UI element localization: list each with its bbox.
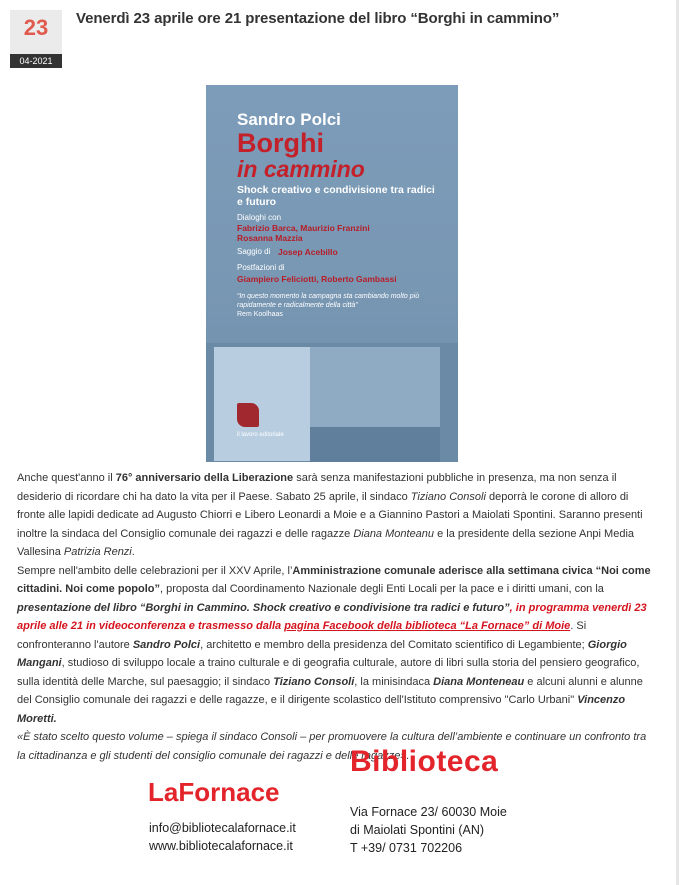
- text-italic: Diana Monteanu: [353, 527, 435, 540]
- text: deporrà le corone di alloro di fronte alle lapidi dedicate ad Augusto Chiorri e Libero Leonardi a Moie e a Giannino Pastori a Maiolati Spontini. Saranno presenti inoltre la sindaca del Consiglio comunale dei ragazzi e delle ragazze: [17, 490, 643, 540]
- contact-left: [149, 819, 296, 855]
- publisher-logo-icon: [237, 403, 259, 427]
- book-cover-image: [206, 85, 458, 462]
- text-italic: Patrizia Renzi: [63, 546, 132, 558]
- text: Anche quest'anno il: [17, 472, 116, 484]
- text: , proposta dal Coordinamento Nazionale degli Enti Locali per la pace e i diritti umani, con la: [160, 583, 604, 595]
- contact-email: info@bibliotecalafornace.it: [149, 821, 296, 835]
- biblioteca-logo-image: [143, 745, 533, 865]
- cover-quote: “In questo momento la campagna sta cambiando molto più rapidamente e radicalmente della città”: [237, 293, 420, 309]
- text: . Si confronteranno l'autore: [17, 620, 587, 651]
- cover-title-line1: Borghi: [237, 128, 324, 158]
- text: Sempre nell'ambito delle celebrazioni per il XXV Aprile, l’: [17, 564, 293, 577]
- date-month-year: 04-2021: [10, 54, 62, 68]
- cover-shape: [214, 347, 310, 461]
- text-highlight: , in programma venerdì 23 aprile alle 21 in videoconferenza e trasmesso dalla: [17, 601, 647, 632]
- text: .: [131, 546, 135, 558]
- text-bold-italic: Giorgio Mangani: [17, 638, 627, 669]
- cover-title-line2: in cammino: [237, 156, 365, 182]
- date-day: 23: [10, 10, 62, 54]
- text-bold: 76° anniversario della Liberazione: [115, 472, 294, 484]
- lafornace-wordmark: LaFornace: [148, 777, 280, 807]
- cover-saggio-label: Saggio di: [237, 247, 271, 256]
- contact-website: www.bibliotecalafornace.it: [149, 839, 293, 853]
- text-bold-italic: Vincenzo Moretti.: [17, 694, 626, 725]
- article-paragraph-3: «È stato scelto questo volume – spiega il sindaco Consoli – per promuovere la cultura dell’ambiente e continuare un confronto tra la cittadinanza e gli studenti del consiglio comunale dei ragazzi e delle ragazze».: [17, 731, 647, 762]
- article-body: [17, 469, 657, 765]
- cover-saggio-name: Josep Acebillo: [278, 247, 338, 257]
- cover-publisher: il lavoro editoriale: [237, 432, 284, 438]
- facebook-page-link[interactable]: pagina Facebook della biblioteca “La Fornace” di Moie: [284, 620, 571, 632]
- cover-shape: [310, 427, 440, 462]
- text: , architetto e membro della presidenza del Comitato scientifico di Legambiente;: [200, 638, 588, 651]
- cover-shape: [310, 347, 440, 427]
- contact-right: [350, 803, 507, 857]
- cover-quote-author: Rem Koolhaas: [237, 311, 283, 318]
- text-bold-italic: presentazione del libro “Borghi in Cammino. Shock creativo e condivisione tra radici e futuro”: [17, 601, 510, 614]
- text-bold-italic: Tiziano Consoli: [273, 675, 355, 688]
- text-italic: Tiziano Consoli: [410, 490, 486, 503]
- cover-dialoghi-names2: Rosanna Mazzia: [237, 233, 303, 243]
- contact-address1: Via Fornace 23/ 60030 Moie: [350, 805, 507, 819]
- text: sarà senza manifestazioni pubbliche in presenza, ma non senza il desiderio di ricordare chi ha dato la vita per il Paese. Sabato 25 aprile, il sindaco: [17, 472, 617, 503]
- cover-dialoghi-label: Dialoghi con: [237, 213, 282, 222]
- cover-postfazioni-names: Giampiero Feliciotti, Roberto Gambassi: [237, 274, 397, 284]
- cover-subtitle: Shock creativo e condivisione tra radici e futuro: [237, 184, 435, 208]
- text: e alcuni alunni e alunne del Consiglio comunale dei ragazzi e delle ragazze, e il dirigente scolastico dell'Istituto comprensivo "Carlo Urbani": [17, 675, 643, 706]
- cover-postfazioni-label: Postfazioni di: [237, 263, 285, 272]
- text: , la minisindaca: [354, 675, 434, 688]
- article-paragraph-2: [17, 562, 657, 729]
- text: , studioso di sviluppo locale a traino culturale e di geografia culturale, autore di libri sulla storia del pensiero geografico, sulla identità delle Marche, sul paesaggio; il sindaco: [17, 657, 640, 688]
- article-paragraph-1: [17, 469, 657, 562]
- text: e la presidente della sezione Anpi Media Vallesina: [17, 527, 635, 558]
- cover-dialoghi-names1: Fabrizio Barca, Maurizio Franzini: [237, 223, 370, 233]
- contact-address2: di Maiolati Spontini (AN): [350, 823, 485, 837]
- contact-phone: T +39/ 0731 702206: [350, 841, 463, 855]
- date-badge: [10, 10, 62, 68]
- biblioteca-wordmark: Biblioteca: [350, 745, 499, 778]
- cover-author: Sandro Polci: [237, 110, 341, 129]
- text-bold-italic: Diana Monteneau: [433, 675, 525, 688]
- text-bold: Amministrazione comunale aderisce alla settimana civica “Noi come cittadini. Noi come popolo”: [17, 564, 651, 595]
- post-title[interactable]: Venerdì 23 aprile ore 21 presentazione del libro “Borghi in cammino”: [76, 10, 560, 27]
- text-bold-italic: Sandro Polci: [132, 638, 201, 651]
